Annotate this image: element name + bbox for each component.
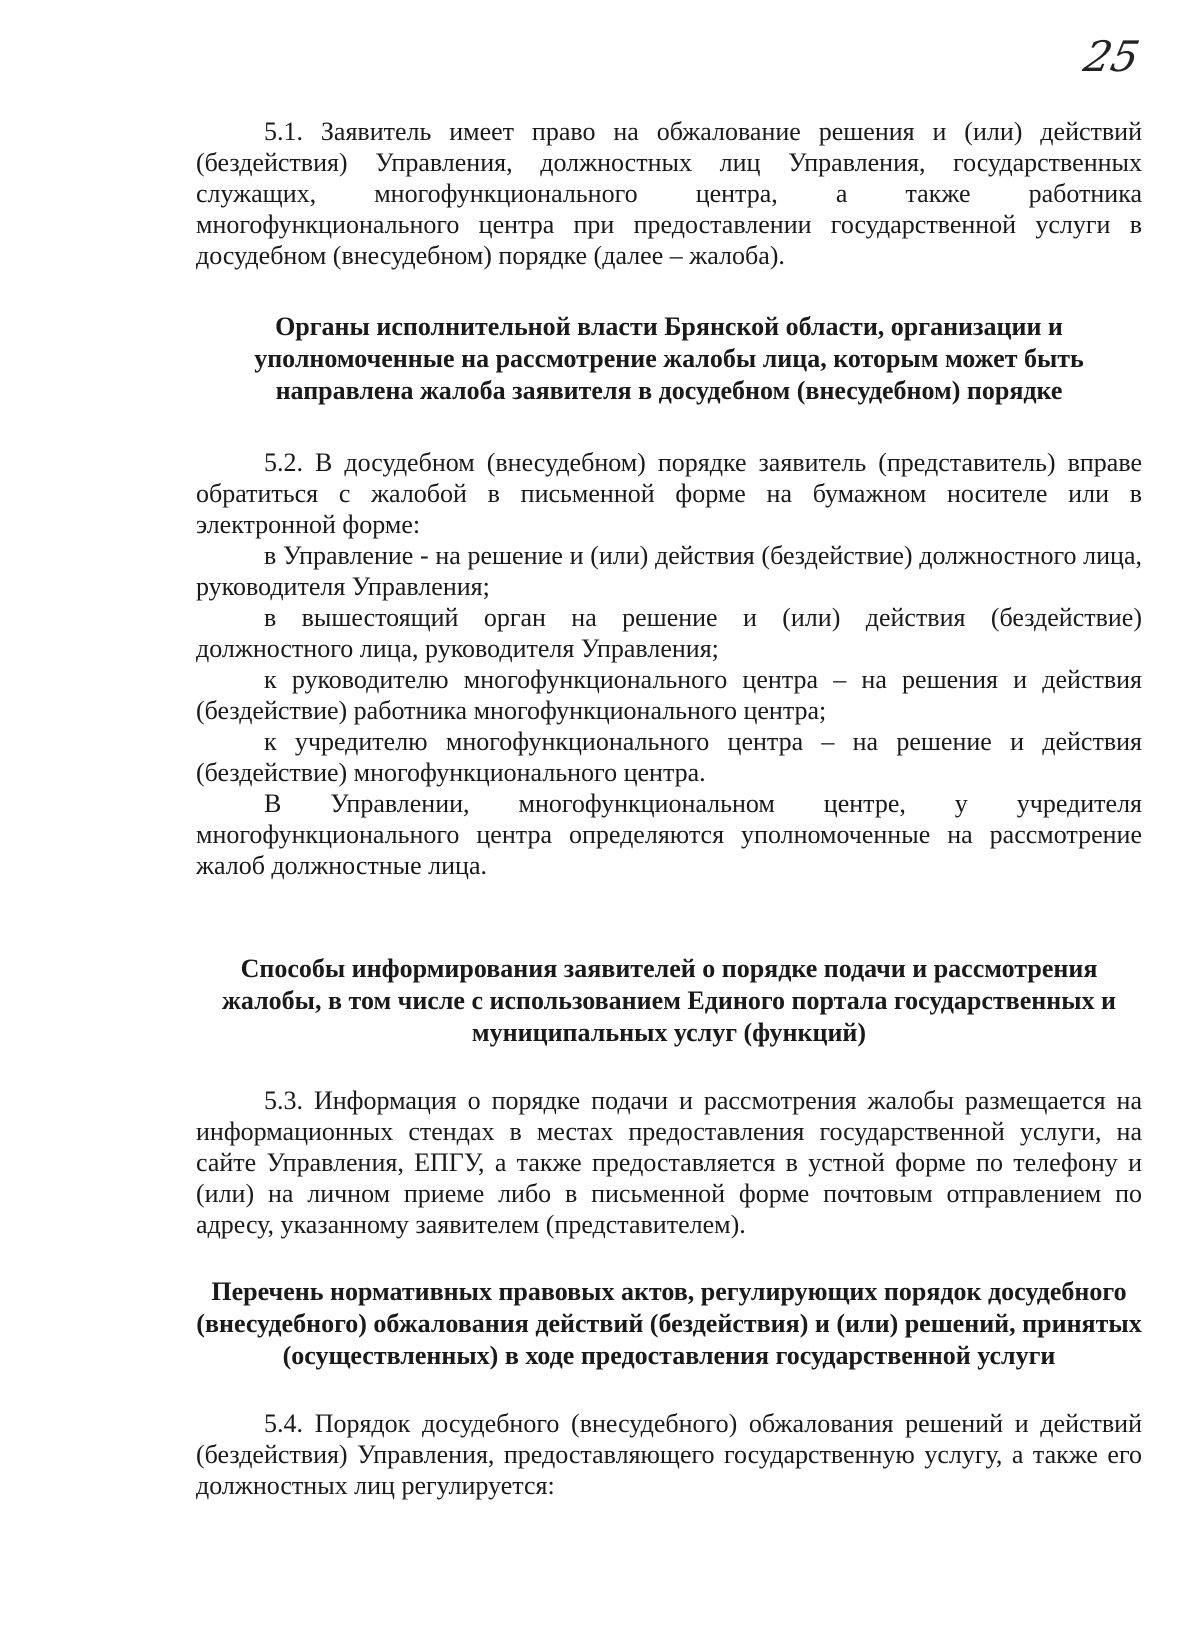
paragraph-5-1: 5.1. Заявитель имеет право на обжалование решения и (или) действий (бездействия) Управления, должностных лиц Управления, государственных служащих, многофункционального центра, а также работника многофункционального центра при предоставлении государственной услуги в досудебном (внесудебном) порядке (далее – жалоба). [196,117,1142,270]
paragraph-5-4: 5.4. Порядок досудебного (внесудебного) обжалования решений и действий (бездействия) Управления, предоставляющего государственную услугу, а также его должностных лиц регулируется: [196,1409,1142,1500]
paragraph-5-2-item-b: в вышестоящий орган на решение и (или) действия (бездействие) должностного лица, руководителя Управления; [196,603,1142,663]
section-heading-information: Способы информирования заявителей о порядке подачи и рассмотрения жалобы, в том числе с использованием Единого портала государственных и муниципальных услуг (функций) [222,954,1116,1047]
section-heading-legal-acts: Перечень нормативных правовых актов, регулирующих порядок досудебного (внесудебного) обжалования действий (бездействия) и (или) решений, принятых (осуществленных) в ходе предоставления государственной услуги [196,1277,1142,1370]
page-number: 25 [1079,32,1144,81]
paragraph-5-2-item-d: к учредителю многофункционального центра – на решение и действия (бездействие) многофункционального центра. [196,727,1142,787]
paragraph-5-2-item-c: к руководителю многофункционального центра – на решения и действия (бездействие) работника многофункционального центра; [196,665,1142,725]
document-body [196,116,1142,1501]
paragraph-5-2-item-a: в Управление - на решение и (или) действия (бездействие) должностного лица, руководителя Управления; [196,541,1142,601]
paragraph-5-2: 5.2. В досудебном (внесудебном) порядке заявитель (представитель) вправе обратиться с жалобой в письменной форме на бумажном носителе или в электронной форме: [196,448,1142,539]
paragraph-5-3: 5.3. Информация о порядке подачи и рассмотрения жалобы размещается на информационных стендах в местах предоставления государственной услуги, на сайте Управления, ЕПГУ, а также предоставляется в устной форме по телефону и (или) на личном приеме либо в письменной форме почтовым отправлением по адресу, указанному заявителем (представителем). [196,1086,1142,1239]
paragraph-5-2-item-e: В Управлении, многофункциональном центре, у учредителя многофункционального центра определяются уполномоченные на рассмотрение жалоб должностные лица. [196,789,1142,880]
section-heading-authorities: Органы исполнительной власти Брянской области, организации и уполномоченные на рассмотрение жалобы лица, которым может быть направлена жалоба заявителя в досудебном (внесудебном) порядке [254,312,1084,405]
